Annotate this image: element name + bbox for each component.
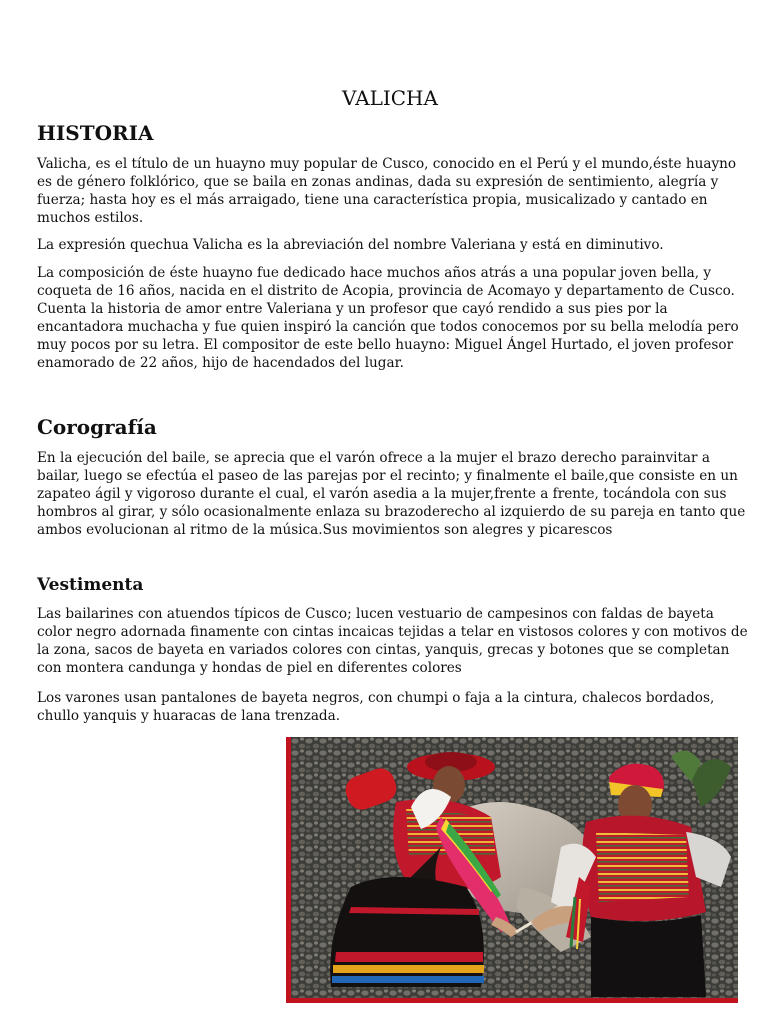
document-title: VALICHA bbox=[342, 86, 438, 110]
corografia-paragraph-1: En la ejecución del baile, se aprecia que el varón ofrece a la mujer el brazo derecho parainvitar a bailar, luego se efectúa el paseo de las parejas por el recinto; y finalmente el baile,que consiste en un zapateo ágil y vigoroso durante el cual, el varón asedia a la mujer,frente a frente, tocándola con sus hombros al girar, y sólo ocasionalmente enlaza su brazoderecho al izquierdo de su pareja en tanto que ambos evolucionan al ritmo de la música.Sus movimientos son alegres y picarescos bbox=[37, 450, 746, 538]
historia-paragraph-2: La expresión quechua Valicha es la abreviación del nombre Valeriana y está en diminutivo. bbox=[37, 237, 664, 253]
dancers-photo bbox=[286, 737, 738, 1003]
dancers-illustration bbox=[291, 737, 738, 998]
heading-corografia: Corografía bbox=[37, 415, 157, 439]
heading-historia: HISTORIA bbox=[37, 121, 154, 145]
historia-paragraph-3: La composición de éste huayno fue dedicado hace muchos años atrás a una popular joven bella, y coqueta de 16 años, nacida en el distrito de Acopia, provincia de Acomayo y departamento de Cusco. Cuenta la historia de amor entre Valeriana y un profesor que cayó rendido a sus pies por la encantadora muchacha y fue quien inspiró la canción que todos conocemos por su bella melodía pero muy pocos por su letra. El compositor de este bello huayno: Miguel Ángel Hurtado, el joven profesor enamorado de 22 años, hijo de hacendados del lugar. bbox=[37, 265, 739, 371]
vestimenta-paragraph-2: Los varones usan pantalones de bayeta negros, con chumpi o faja a la cintura, chalecos bordados, chullo yanquis y huaracas de lana trenzada. bbox=[37, 690, 715, 724]
vestimenta-paragraph-1: Las bailarines con atuendos típicos de Cusco; lucen vestuario de campesinos con faldas de bayeta color negro adornada finamente con cintas incaicas tejidas a telar en vistosos colores y con motivos de la zona, sacos de bayeta en variados colores con cintas, yanquis, grecas y botones que se completan con montera candunga y hondas de piel en diferentes colores bbox=[37, 606, 748, 676]
heading-vestimenta: Vestimenta bbox=[37, 575, 144, 595]
historia-paragraph-1: Valicha, es el título de un huayno muy popular de Cusco, conocido en el Perú y el mundo,éste huayno es de género folklórico, que se baila en zonas andinas, dada su expresión de sentimiento, alegría y fuerza; hasta hoy es el más arraigado, tiene una característica propia, musicalizado y cantado en muchos estilos. bbox=[37, 156, 737, 226]
